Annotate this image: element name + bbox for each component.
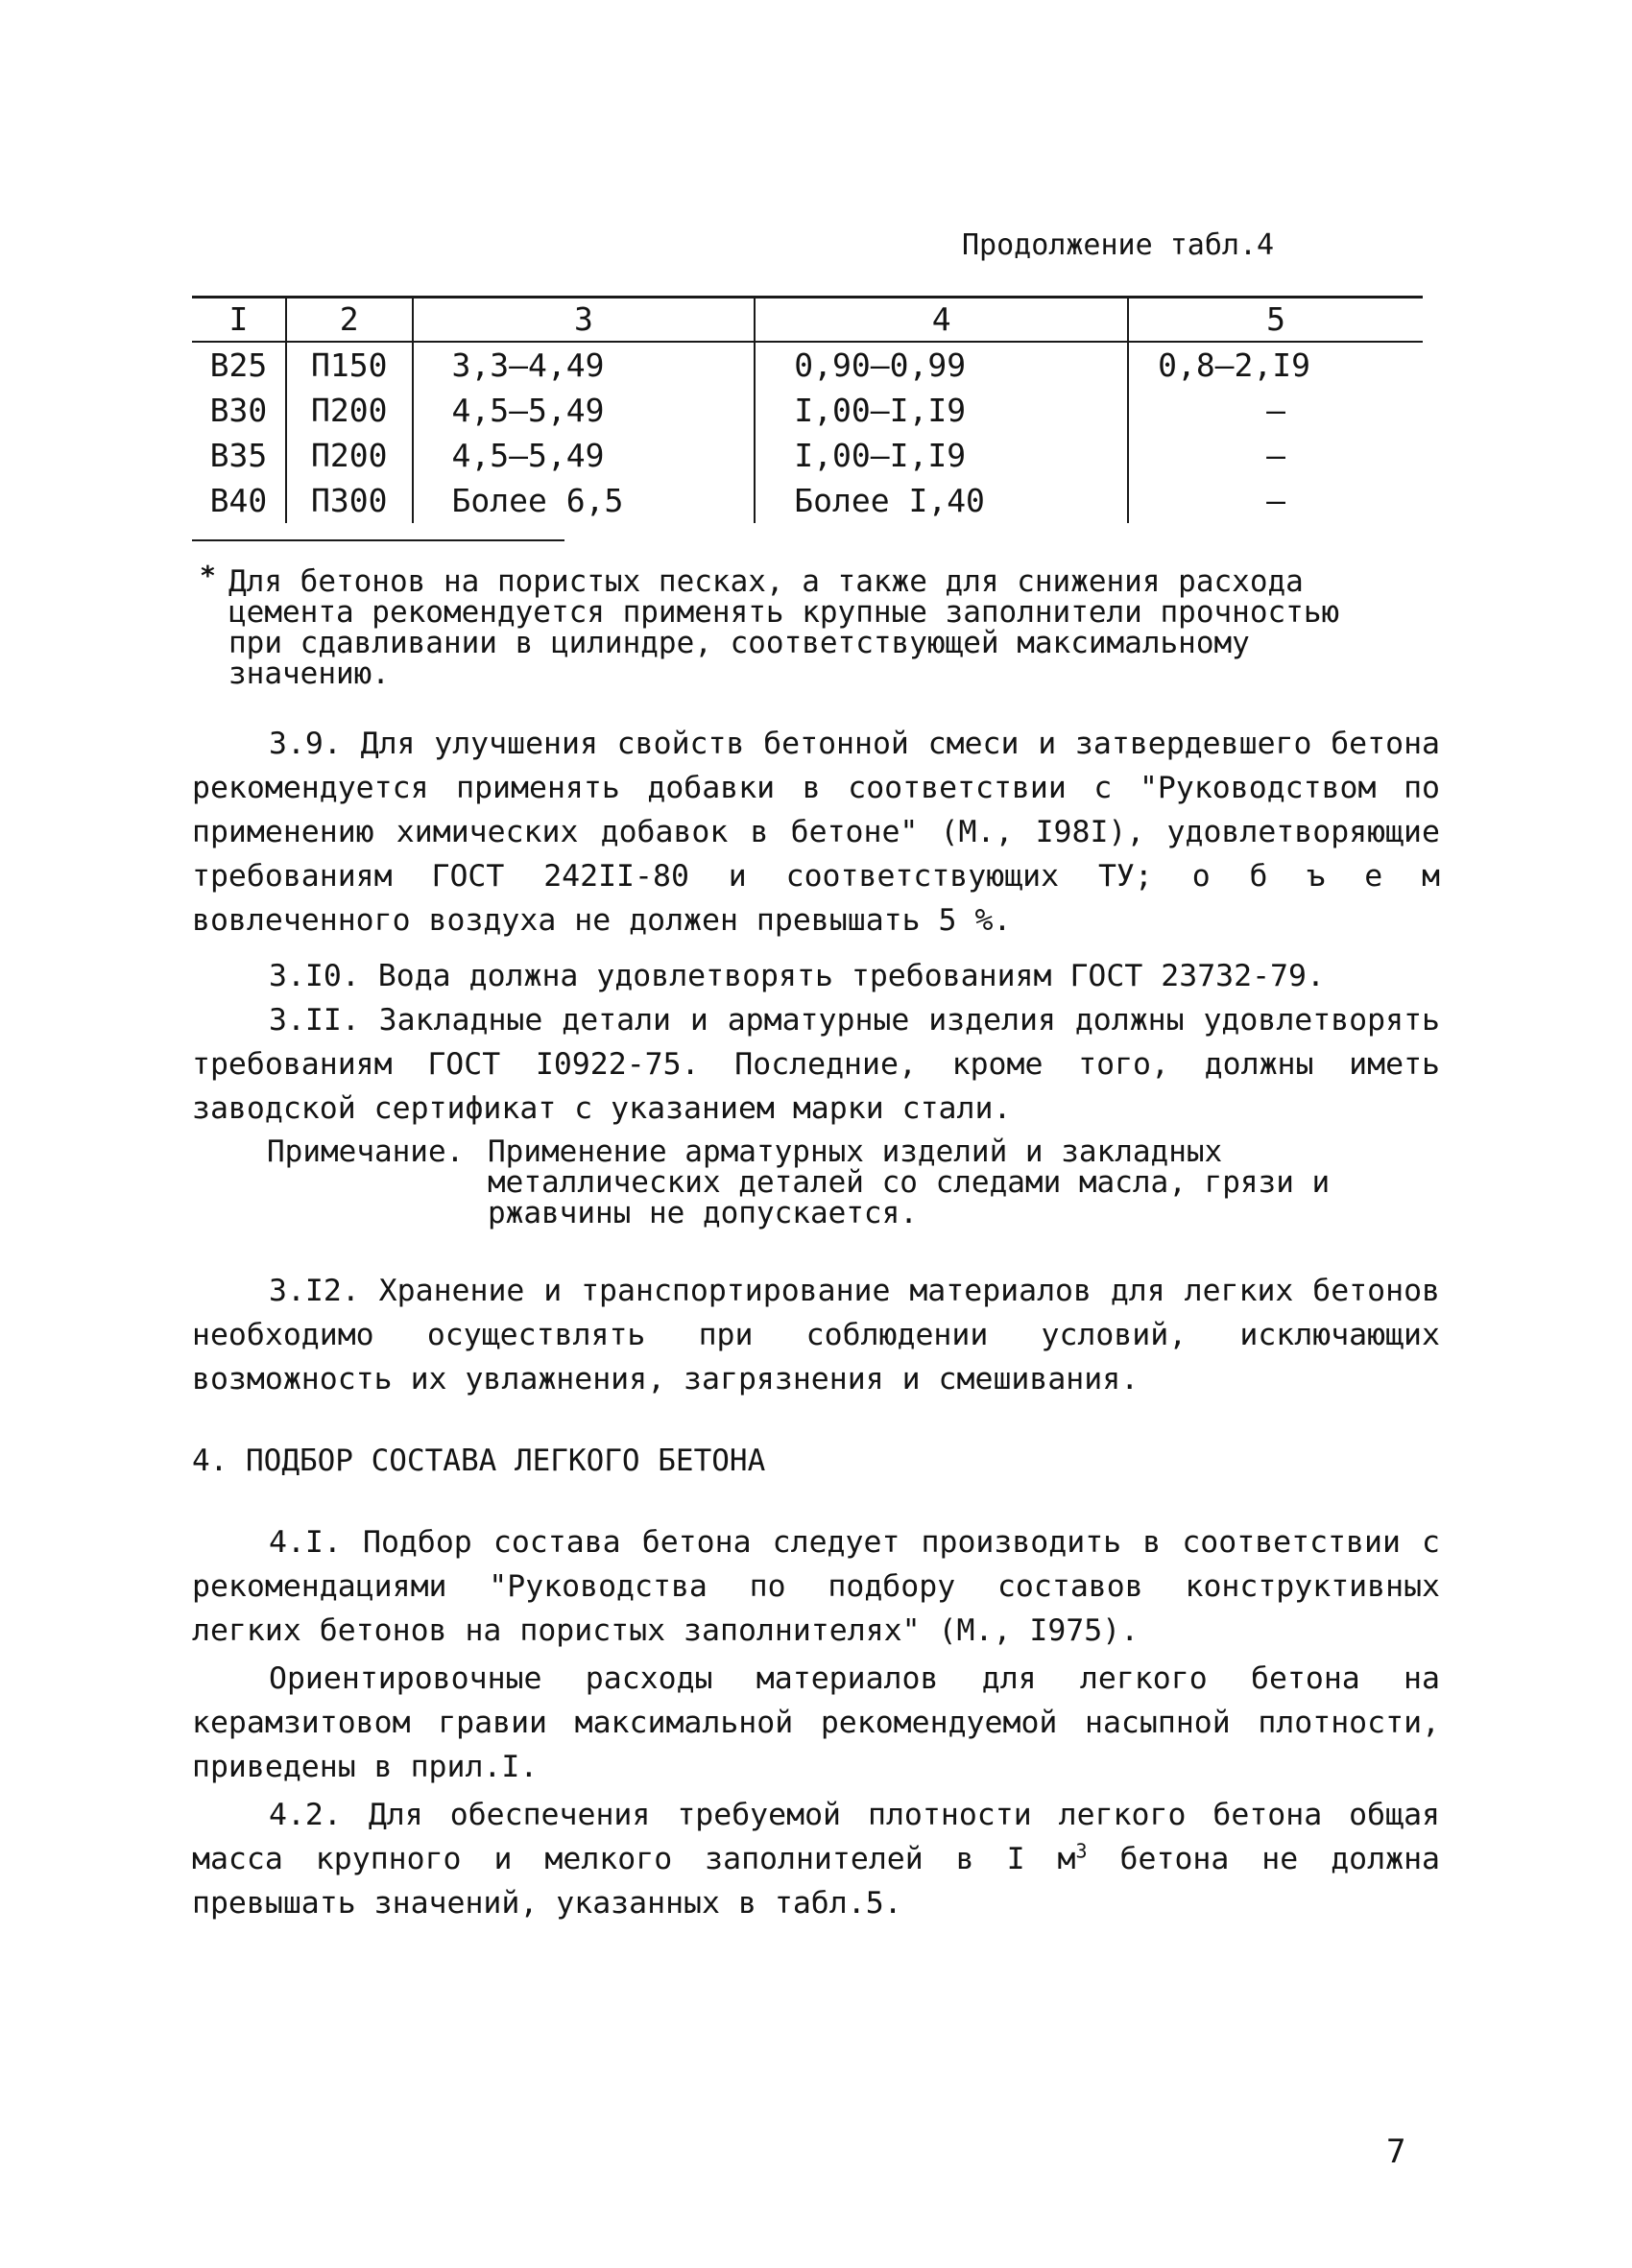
- footnote-text: Для бетонов на пористых песках, а также для снижения расхода цемента рекомендуется применять крупные заполнители прочностью при сдавливании в цилиндре, соответствующей максимальному значению.: [228, 564, 1340, 691]
- table-cell: 0,8–2,I9: [1128, 342, 1423, 388]
- paragraph-4-2: [192, 1793, 1440, 1925]
- table-cell: Более 6,5: [413, 478, 756, 523]
- table-row: [192, 478, 1423, 523]
- table-header-cell: 5: [1128, 298, 1423, 343]
- paragraph-3-12: 3.I2. Хранение и транспортирование материалов для легких бетонов необходимо осуществлять при соблюдении условий, исключающих возможность их увлажнения, загрязнения и смешивания.: [192, 1274, 1440, 1397]
- table-cell: –: [1128, 388, 1423, 433]
- table-cell: Более I,40: [755, 478, 1128, 523]
- table-cell: П150: [286, 342, 413, 388]
- table-caption: Продолжение табл.4: [962, 228, 1275, 262]
- note-text: Применение арматурных изделий и закладных металлических деталей со следами масла, грязи и ржавчины не допускается.: [488, 1134, 1331, 1230]
- superscript-cubic: 3: [1075, 1839, 1088, 1863]
- table-cell: 0,90–0,99: [755, 342, 1128, 388]
- table-cell: 3,3–4,49: [413, 342, 756, 388]
- paragraph-4-2-text: 4.2. Для обеспечения требуемой плотности легкого бетона общая масса крупного и мелкого заполнителей в I м: [192, 1798, 1440, 1876]
- table-cell: 4,5–5,49: [413, 433, 756, 478]
- paragraph-4-2-text-end: бетона не должна превышать значений, указанных в табл.5.: [192, 1842, 1440, 1921]
- paragraph-3-11: 3.II. Закладные детали и арматурные изделия должны удовлетворять требованиям ГОСТ I0922-75. Последние, кроме того, должны иметь заводской сертификат с указанием марки стали.: [192, 1003, 1440, 1126]
- table-cell: I,00–I,I9: [755, 388, 1128, 433]
- table-header-cell: 4: [755, 298, 1128, 343]
- section-title: 4. ПОДБОР СОСТАВА ЛЕГКОГО БЕТОНА: [192, 1444, 766, 1478]
- table-cell: –: [1128, 478, 1423, 523]
- table-header-cell: 3: [413, 298, 756, 343]
- table-cell: П200: [286, 433, 413, 478]
- note-block: [267, 1136, 1419, 1229]
- table-cell: 4,5–5,49: [413, 388, 756, 433]
- table-cell: B25: [209, 346, 268, 384]
- note-label: Примечание.: [267, 1134, 465, 1169]
- page-number: 7: [1386, 2133, 1406, 2171]
- table-cell: B35: [209, 437, 268, 474]
- footnote-mark: *: [200, 560, 216, 591]
- table-cell: П200: [286, 388, 413, 433]
- footnote-rule: [192, 539, 564, 541]
- paragraph-3-10: 3.I0. Вода должна удовлетворять требованиям ГОСТ 23732-79.: [269, 959, 1325, 993]
- table-row: [192, 433, 1423, 478]
- table-cell: I,00–I,I9: [755, 433, 1128, 478]
- table-footnote: [200, 560, 1400, 691]
- table-cell: П300: [286, 478, 413, 523]
- table-cell: –: [1128, 433, 1423, 478]
- table-cell: B40: [209, 482, 268, 519]
- materials-table: [192, 296, 1423, 523]
- table-row: [192, 388, 1423, 433]
- table-header-row: [192, 298, 1423, 343]
- table-row: [192, 342, 1423, 388]
- paragraph-4-1-continued: Ориентировочные расходы материалов для легкого бетона на керамзитовом гравии максимальной рекомендуемой насыпной плотности, приведены в прил.I.: [192, 1661, 1440, 1784]
- table-header-cell: 2: [286, 298, 413, 343]
- table-header-cell: I: [192, 298, 286, 343]
- table-cell: B30: [209, 392, 268, 429]
- paragraph-3-9: 3.9. Для улучшения свойств бетонной смеси и затвердевшего бетона рекомендуется применять добавки в соответствии с "Руководством по применению химических добавок в бетоне" (М., I98I), удовлетворяющие требованиям ГОСТ 242II-80 и соответствующих ТУ; о б ъ е м вовлеченного воздуха не должен превышать 5 %.: [192, 727, 1440, 938]
- paragraph-4-1: 4.I. Подбор состава бетона следует производить в соответствии с рекомендациями "Руководства по подбору составов конструктивных легких бетонов на пористых заполнителях" (М., I975).: [192, 1525, 1440, 1648]
